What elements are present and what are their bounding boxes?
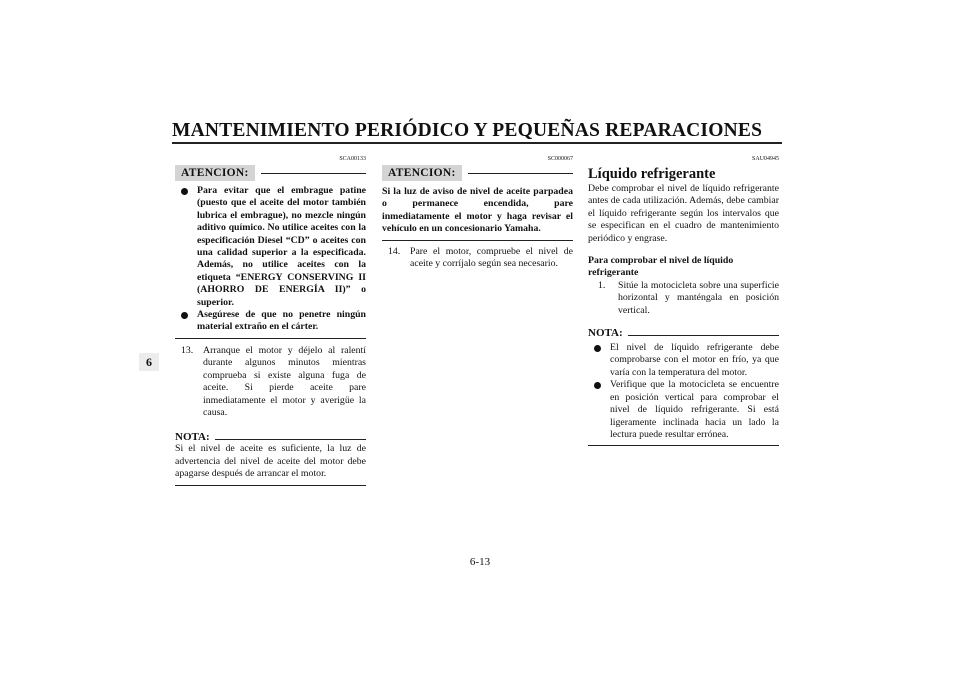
attention-header [175, 164, 366, 182]
nota-header [175, 429, 366, 443]
attention-rule [261, 173, 366, 174]
bullet-icon [181, 312, 188, 319]
list-item: Verifique que la motocicleta se encuentre en posición vertical para comprobar el nivel de líquido refrigerante. Si está ligeramente inclinada hacia un lado la lectura puede resultar errónea. [588, 379, 779, 441]
nota-end-rule [175, 485, 366, 486]
nota-label: NOTA: [175, 431, 210, 444]
step-1 [588, 280, 779, 317]
bullet-icon [594, 382, 601, 389]
chapter-tab: 6 [139, 353, 159, 371]
attention-label: ATENCION: [382, 165, 462, 181]
attention-list [175, 185, 366, 334]
attention-label: ATENCION: [175, 165, 255, 181]
step-text: Sitúe la motocicleta sobre una superficie horizontal y manténgala en posición vertical. [618, 279, 779, 316]
nota-list [588, 342, 779, 441]
page-title: MANTENIMIENTO PERIÓDICO Y PEQUEÑAS REPARACIONES [172, 120, 763, 141]
bullet-icon [181, 188, 188, 195]
step-13 [175, 345, 366, 419]
nota-label: NOTA: [588, 327, 623, 340]
nota-rule [215, 439, 366, 440]
attention-header [382, 164, 573, 182]
list-item: Asegúrese de que no penetre ningún material extraño en el cárter. [175, 309, 366, 334]
step-14 [382, 246, 573, 271]
reference-code: SAU04945 [751, 156, 779, 162]
list-item: El nivel de líquido refrigerante debe comprobarse con el motor en frío, ya que varía con la temperatura del motor. [588, 342, 779, 379]
header-rule [172, 142, 782, 144]
step-text: Arranque el motor y déjelo al ralentí durante algunos minutos mientras comprueba si existe alguna fuga de aceite. Si pierde aceite pare inmediatamente el motor y averigüe la causa. [203, 344, 366, 418]
nota-end-rule [588, 445, 779, 446]
step-number: 14. [388, 245, 401, 257]
nota-rule [628, 335, 779, 336]
warning-text: Si la luz de aviso de nivel de aceite parpadea o permanece encendida, pare inmediatamente el motor y haga revisar el vehículo en un concesionario Yamaha. [382, 186, 573, 235]
reference-code: SC000067 [547, 156, 573, 162]
nota-text: Si el nivel de aceite es suficiente, la luz de advertencia del nivel de aceite del motor debe apagarse después de arrancar el motor. [175, 443, 366, 480]
subheading: Para comprobar el nivel de líquido refrigerante [588, 255, 734, 279]
attention-rule [468, 173, 573, 174]
step-number: 13. [181, 344, 194, 356]
list-item: Para evitar que el embrague patine (puesto que el aceite del motor también lubrica el embrague), no mezcle ningún aditivo químico. No utilice aceites con la especificación Diesel “CD” o aceites con una calidad superior a la especificada. Además, no utilice aceites con la etiqueta “ENERGY CONSERVING II (AHORRO DE ENERGÍA II)” o superior. [175, 185, 366, 309]
column-1 [175, 154, 366, 486]
nota-header [588, 325, 779, 339]
column-2 [382, 154, 573, 270]
intro-text: Debe comprobar el nivel de líquido refrigerante antes de cada utilización. Además, debe cambiar el líquido refrigerante según los intervalos que se especifican en el cuadro de mantenimiento periódico y engrase. [588, 183, 779, 244]
step-text: Pare el motor, compruebe el nivel de aceite y corríjalo según sea necesario. [410, 245, 573, 270]
step-number: 1. [598, 279, 606, 291]
bullet-icon [594, 345, 601, 352]
section-title: Líquido refrigerante [588, 166, 716, 182]
column-3 [588, 154, 779, 446]
reference-code: SCA00133 [339, 156, 366, 162]
page-number: 6-13 [469, 556, 491, 568]
